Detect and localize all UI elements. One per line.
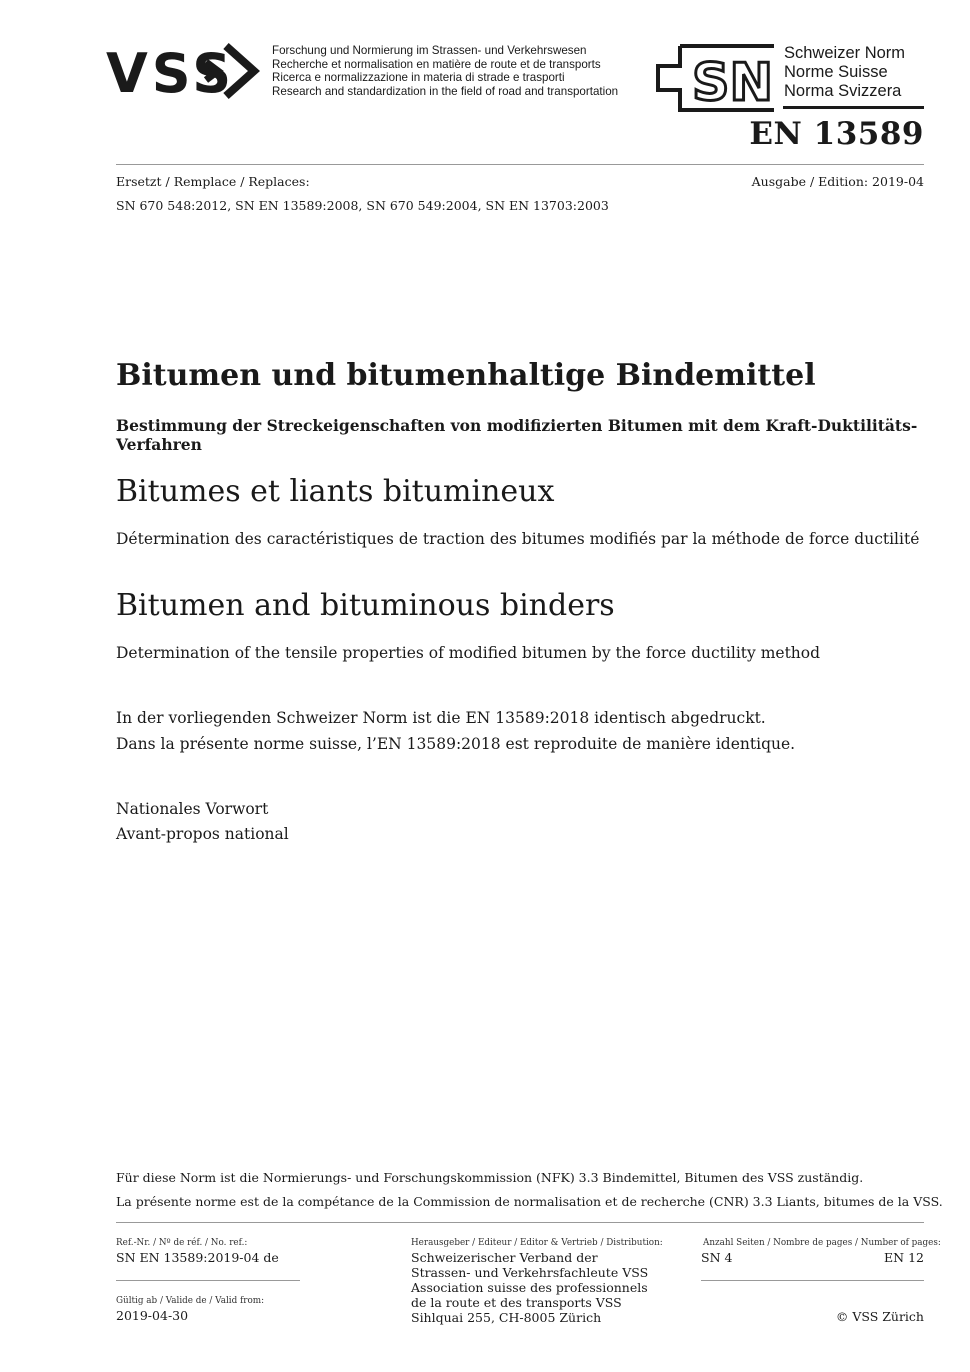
publisher-line: Sihlquai 255, CH-8005 Zürich: [411, 1310, 602, 1325]
pages-label: Anzahl Seiten / Nombre de pages / Number of pages:: [703, 1238, 941, 1248]
replaces-list: SN 670 548:2012, SN EN 13589:2008, SN 670 549:2004, SN EN 13703:2003: [116, 198, 609, 213]
subtitle-english: Determination of the tensile properties of modified bitumen by the force ductility method: [116, 644, 821, 662]
valid-from-label: Gültig ab / Valide de / Valid from:: [116, 1296, 265, 1306]
pages-sn: SN 4: [701, 1250, 733, 1265]
vss-description-fr: Recherche et normalisation en matière de route et de transports: [272, 57, 601, 71]
reference-rule: [116, 1280, 300, 1281]
footer-rule: [116, 1222, 924, 1223]
vss-logo-text: VSS: [106, 42, 236, 102]
national-foreword-german: Nationales Vorwort: [116, 800, 269, 818]
replaces-label: Ersetzt / Remplace / Replaces:: [116, 174, 310, 189]
header-rule: [116, 164, 924, 165]
vss-description-it: Ricerca e normalizzazione in materia di strade e trasporti: [272, 71, 565, 85]
subtitle-french: Détermination des caractéristiques de traction des bitumes modifiés par la méthode de force ductilité: [116, 530, 920, 548]
publisher-line: Schweizerischer Verband der: [411, 1250, 598, 1265]
pages-en: EN 12: [884, 1250, 924, 1265]
publisher-label: Herausgeber / Editeur / Editor & Vertrieb / Distribution:: [411, 1238, 663, 1248]
vss-description-de: Forschung und Normierung im Strassen- und Verkehrswesen: [272, 44, 587, 57]
publisher-line: Strassen- und Verkehrsfachleute VSS: [411, 1265, 649, 1280]
reference-value: SN EN 13589:2019-04 de: [116, 1250, 279, 1265]
sn-name-de: Schweizer Norm: [784, 44, 906, 62]
standard-number: EN 13589: [749, 116, 924, 152]
vss-description-en: Research and standardization in the field of road and transportation: [272, 84, 619, 98]
sn-names: [784, 44, 905, 101]
edition-label: Ausgabe / Edition: 2019-04: [751, 174, 924, 189]
sn-name-it: Norma Svizzera: [784, 82, 902, 100]
identity-note-french: Dans la présente norme suisse, l’EN 13589:2018 est reproduite de manière identique.: [116, 735, 796, 753]
publisher-line: Association suisse des professionnels: [411, 1280, 648, 1295]
sn-logo: [656, 44, 774, 112]
vss-description: [272, 44, 618, 98]
national-foreword-french: Avant-propos national: [116, 825, 289, 843]
vss-logo: [106, 40, 266, 102]
responsibility-german: Für diese Norm ist die Normierungs- und Forschungskommission (NFK) 3.3 Bindemittel, Bitumen des VSS zuständig.: [116, 1170, 864, 1185]
title-german: Bitumen und bitumenhaltige Bindemittel: [116, 358, 816, 393]
valid-from-value: 2019-04-30: [116, 1308, 189, 1323]
title-french: Bitumes et liants bitumineux: [116, 474, 555, 509]
title-english: Bitumen and bituminous binders: [116, 588, 615, 623]
sn-name-fr: Norme Suisse: [784, 63, 888, 81]
responsibility-french: La présente norme est de la compétance de la Commission de normalisation et de recherche (CNR) 3.3 Liants, bitumes de la VSS.: [116, 1194, 943, 1209]
publisher-address: [411, 1250, 648, 1325]
subtitle-german: Bestimmung der Streckeigenschaften von modifizierten Bitumen mit dem Kraft-Duktilitäts-Verfahren: [116, 416, 918, 454]
sn-logo-text: SN: [692, 53, 773, 112]
reference-label: Ref.-Nr. / Nº de réf. / No. ref.:: [116, 1238, 248, 1248]
sn-underline: [783, 106, 924, 109]
identity-note-german: In der vorliegenden Schweizer Norm ist die EN 13589:2018 identisch abgedruckt.: [116, 709, 766, 727]
pages-rule: [701, 1280, 924, 1281]
copyright: © VSS Zürich: [835, 1309, 924, 1324]
publisher-line: de la route et des transports VSS: [411, 1295, 622, 1310]
